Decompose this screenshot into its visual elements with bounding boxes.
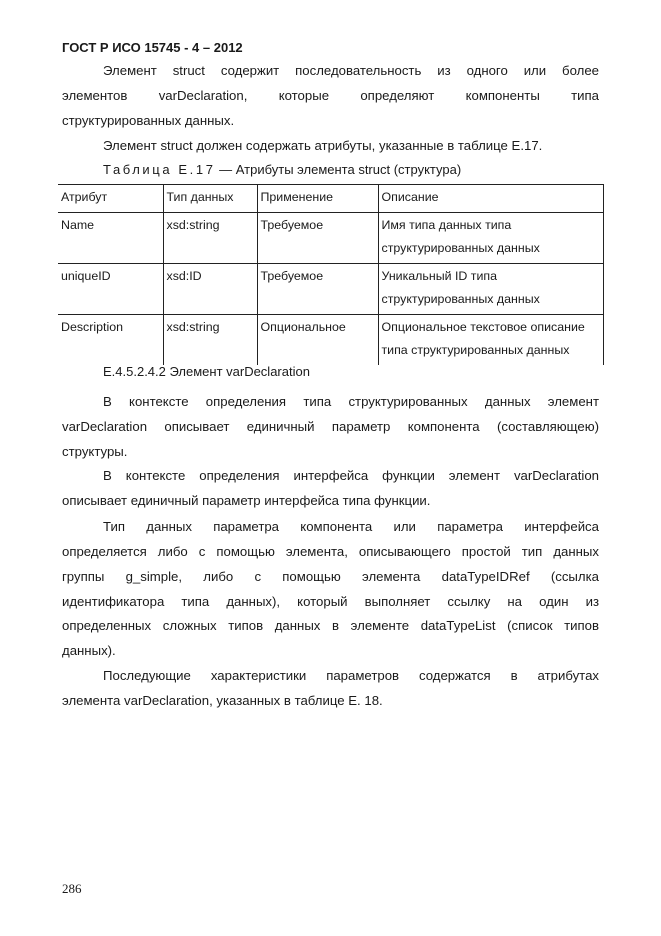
table-cell-usage: Требуемое bbox=[257, 212, 378, 263]
table-cell-description bbox=[378, 212, 603, 263]
table-caption-text: — Атрибуты элемента struct (структура) bbox=[215, 162, 462, 177]
description-line: структурированных данных bbox=[381, 241, 540, 255]
table-cell-description bbox=[378, 314, 603, 365]
attributes-table bbox=[58, 184, 604, 365]
paragraph-d-line-2: элемента varDeclaration, указанных в таблице Е. 18. bbox=[62, 693, 383, 708]
table-cell-type: xsd:ID bbox=[163, 263, 257, 314]
paragraph-a-line-3: структуры. bbox=[62, 444, 128, 459]
paragraph-c-line-2: определяется либо с помощью элемента, описывающего простой тип данных bbox=[62, 544, 599, 559]
description-line: структурированных данных bbox=[381, 292, 540, 306]
description-line: Уникальный ID типа bbox=[381, 268, 497, 283]
table-row bbox=[58, 314, 603, 365]
intro-line-2: элементов varDeclaration, которые определяют компоненты типа bbox=[62, 88, 599, 103]
document-header: ГОСТ Р ИСО 15745 - 4 – 2012 bbox=[62, 40, 243, 55]
intro-line-1: Элемент struct содержит последовательность из одного или более bbox=[103, 63, 599, 78]
table-row bbox=[58, 263, 603, 314]
description-line: типа структурированных данных bbox=[381, 343, 570, 357]
paragraph-d-line-1: Последующие характеристики параметров содержатся в атрибутах bbox=[103, 668, 599, 683]
table-cell-type: xsd:string bbox=[163, 314, 257, 365]
page-number: 286 bbox=[62, 881, 82, 896]
paragraph-c-line-3: группы g_simple, либо с помощью элемента dataTypeIDRef (ссылка bbox=[62, 569, 599, 584]
paragraph-c-line-6: данных). bbox=[62, 643, 116, 658]
table-cell-usage: Требуемое bbox=[257, 263, 378, 314]
intro-paragraph-2: Элемент struct должен содержать атрибуты, указанные в таблице Е.17. bbox=[103, 138, 543, 153]
paragraph-a-line-2: varDeclaration описывает единичный параметр компонента (составляющею) bbox=[62, 419, 599, 434]
table-cell-type: xsd:string bbox=[163, 212, 257, 263]
paragraph-c-line-1: Тип данных параметра компонента или параметра интерфейса bbox=[103, 519, 599, 534]
table-cell-description bbox=[378, 263, 603, 314]
table-caption bbox=[103, 158, 461, 182]
intro-line-3: структурированных данных. bbox=[62, 113, 235, 128]
description-line: Имя типа данных типа bbox=[381, 217, 512, 232]
table-caption-label: Таблица Е.17 bbox=[103, 162, 216, 177]
section-subheading: Е.4.5.2.4.2 Элемент varDeclaration bbox=[103, 364, 310, 379]
table-cell-attribute: Name bbox=[58, 212, 163, 263]
paragraph-b-line-2: описывает единичный параметр интерфейса типа функции. bbox=[62, 493, 431, 508]
paragraph-c-line-4: идентификатора типа данных), который выполняет ссылку на один из bbox=[62, 594, 599, 609]
paragraph-c-line-5: определенных сложных типов данных в элементе dataTypeList (список типов bbox=[62, 618, 599, 633]
table-cell-attribute: uniqueID bbox=[58, 263, 163, 314]
description-line: Опциональное текстовое описание bbox=[381, 319, 585, 334]
table-header-row bbox=[58, 185, 603, 213]
table-row bbox=[58, 212, 603, 263]
paragraph-a-line-1: В контексте определения типа структурированных данных элемент bbox=[103, 394, 599, 409]
table-cell-attribute: Description bbox=[58, 314, 163, 365]
table-header-cell: Применение bbox=[257, 185, 378, 213]
table-cell-usage: Опциональное bbox=[257, 314, 378, 365]
table-header-cell: Описание bbox=[378, 185, 603, 213]
paragraph-b-line-1: В контексте определения интерфейса функции элемент varDeclaration bbox=[103, 468, 599, 483]
table-header-cell: Тип данных bbox=[163, 185, 257, 213]
table-header-cell: Атрибут bbox=[58, 185, 163, 213]
